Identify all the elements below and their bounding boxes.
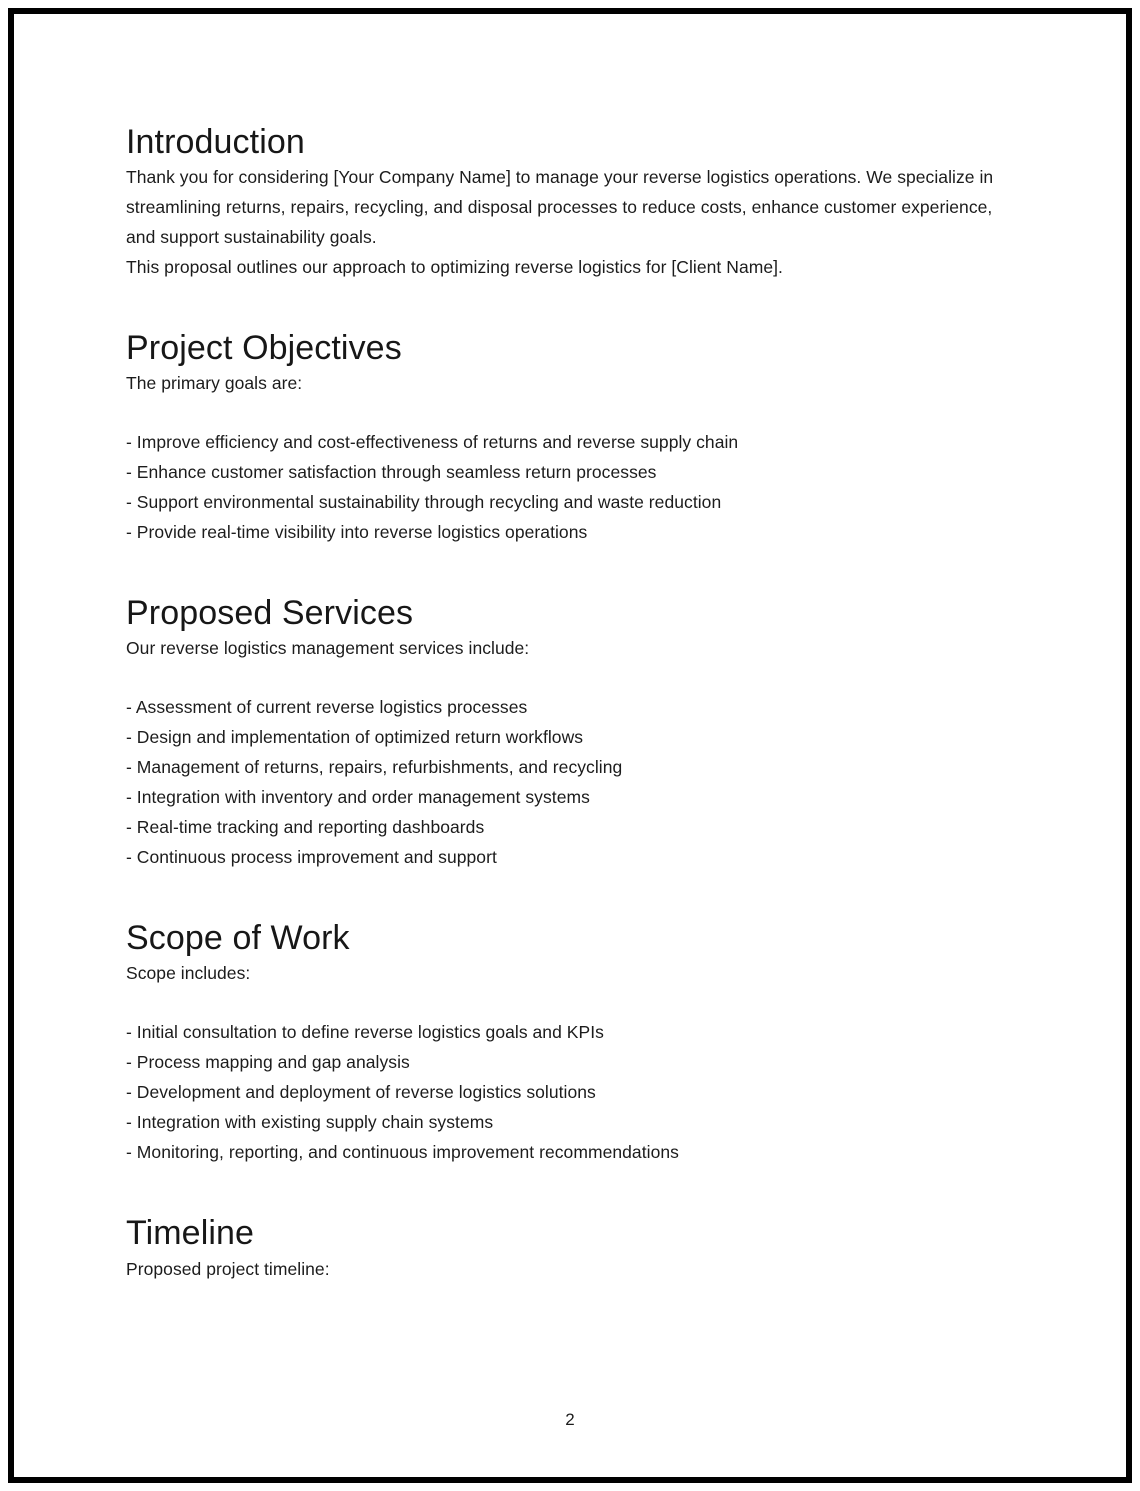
scope-of-work-list bbox=[126, 1017, 1026, 1167]
list-item: - Real-time tracking and reporting dashboards bbox=[126, 817, 485, 838]
list-item: - Continuous process improvement and support bbox=[126, 847, 497, 868]
list-item: - Integration with existing supply chain systems bbox=[126, 1112, 494, 1133]
page-border-frame bbox=[8, 8, 1132, 1483]
heading-project-objectives: Project Objectives bbox=[126, 329, 402, 368]
proposed-services-list bbox=[126, 692, 1026, 872]
list-item: - Improve efficiency and cost-effectiveness of returns and reverse supply chain bbox=[126, 432, 739, 453]
introduction-paragraph-2: This proposal outlines our approach to optimizing reverse logistics for [Client Name]. bbox=[126, 257, 783, 278]
scope-of-work-lead-in: Scope includes: bbox=[126, 963, 251, 984]
heading-introduction: Introduction bbox=[126, 123, 305, 161]
list-item: - Assessment of current reverse logistics processes bbox=[126, 697, 528, 718]
project-objectives-lead-in: The primary goals are: bbox=[126, 373, 303, 394]
list-item: - Process mapping and gap analysis bbox=[126, 1052, 410, 1073]
section-proposed-services bbox=[126, 593, 1026, 872]
section-project-objectives bbox=[126, 328, 1026, 547]
list-item: - Management of returns, repairs, refurbishments, and recycling bbox=[126, 757, 623, 778]
heading-scope-of-work: Scope of Work bbox=[126, 919, 350, 958]
list-item: - Monitoring, reporting, and continuous improvement recommendations bbox=[126, 1142, 679, 1163]
list-item: - Development and deployment of reverse logistics solutions bbox=[126, 1082, 596, 1103]
page-number: 2 bbox=[565, 1410, 575, 1429]
heading-timeline: Timeline bbox=[126, 1214, 255, 1253]
project-objectives-list bbox=[126, 427, 1026, 547]
heading-proposed-services: Proposed Services bbox=[126, 594, 414, 633]
introduction-paragraph-1: Thank you for considering [Your Company Name] to manage your reverse logistics operations. We specialize in streamlining returns, repairs, recycling, and disposal processes to reduce costs, enhance customer experience, and support sustainability goals. bbox=[126, 167, 994, 248]
list-item: - Provide real-time visibility into reverse logistics operations bbox=[126, 522, 588, 543]
list-item: - Initial consultation to define reverse logistics goals and KPIs bbox=[126, 1022, 604, 1043]
section-introduction bbox=[126, 122, 1026, 282]
list-item: - Integration with inventory and order management systems bbox=[126, 787, 590, 808]
list-item: - Design and implementation of optimized return workflows bbox=[126, 727, 584, 748]
list-item: - Enhance customer satisfaction through seamless return processes bbox=[126, 462, 657, 483]
section-timeline bbox=[126, 1213, 1026, 1283]
proposed-services-lead-in: Our reverse logistics management services include: bbox=[126, 638, 530, 659]
document-body bbox=[126, 122, 1026, 1284]
list-item: - Support environmental sustainability through recycling and waste reduction bbox=[126, 492, 722, 513]
section-scope-of-work bbox=[126, 918, 1026, 1167]
timeline-lead-in: Proposed project timeline: bbox=[126, 1258, 330, 1279]
